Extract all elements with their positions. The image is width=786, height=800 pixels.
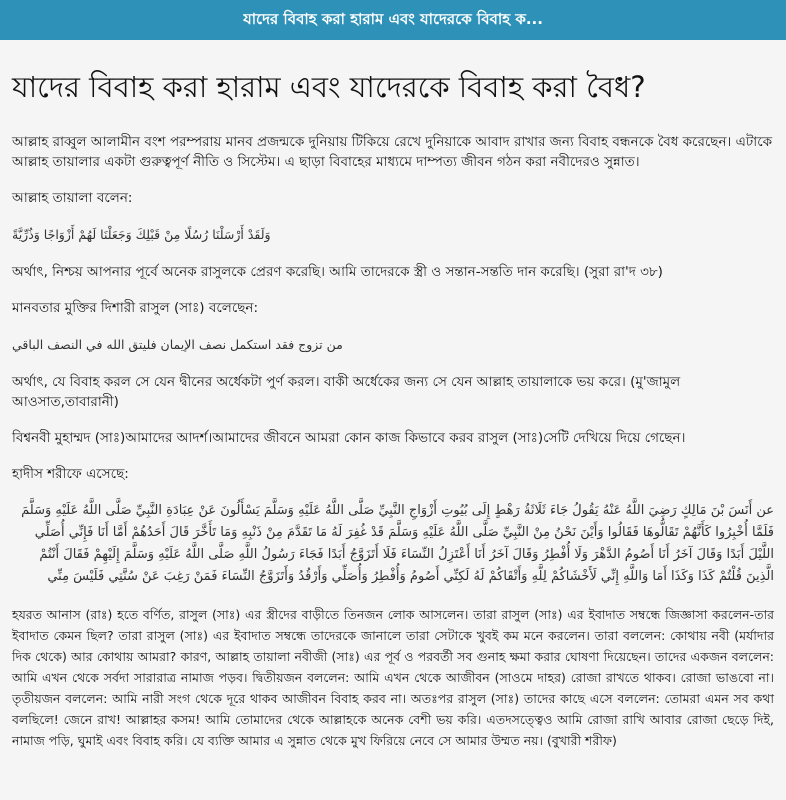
intro-paragraph: আল্লাহ রাব্বুল আলামীন বংশ পরম্পরায় মানব প্রজন্মকে দুনিয়ায় টিকিয়ে রেখে দুনিয়াকে আবাদ রাখার জন্য বিবাহ বন্ধনকে বৈধ করেছেন। এটাকে আল্লাহ তায়ালার একটা গুরুত্বপূর্ণ নীতি ও সিস্টেম। এ ছাড়া বিবাহের মাধ্যমে দাম্পত্য জীবন গঠন করা নবীদেরও সুন্নাত। — [12, 134, 773, 170]
quran-translation: অর্থাৎ, নিশ্চয় আপনার পূর্বে অনেক রাসুলকে প্রেরণ করেছি। আমি তাদেরকে স্ত্রী ও সন্তান-সন্ততি দান করেছি। (সুরা রা'দ ৩৮) — [12, 264, 663, 280]
page-title: যাদের বিবাহ করা হারাম এবং যাদেরকে বিবাহ করা বৈধ? — [12, 70, 646, 104]
role-model-paragraph: বিশ্বনবী মুহাম্মদ (সাঃ)আমাদের আদর্শ।আমাদের জীবনে আমরা কোন কাজ কিভাবে করব রাসুল (সাঃ)সেটি দেখিয়ে দিয়ে গেছেন। — [12, 430, 686, 446]
hadith2-arabic: عن أَنَسَ بْنَ مَالِكٍ رَضِيَ اللَّهُ عَنْهُ يَقُولُ جَاءَ ثَلَاثَةُ رَهْطٍ إِلَى بُيُوتِ أَزْوَاجِ النَّبِيِّ صَلَّى اللَّهُ عَلَيْهِ وَسَلَّمَ يَسْأَلُونَ عَنْ عِبَادَةِ النَّبِيِّ صَلَّى اللَّهُ عَلَيْهِ وَسَلَّمَ فَلَمَّا أُخْبِرُوا كَأَنَّهُمْ تَقَالُّوهَا فَقَالُوا وَأَيْنَ نَحْنُ مِنْ النَّبِيِّ صَلَّى اللَّهُ عَلَيْهِ وَسَلَّمَ قَدْ غُفِرَ لَهُ مَا تَقَدَّمَ مِنْ ذَنْبِهِ وَمَا تَأَخَّرَ قَالَ أَحَدُهُمْ أَمَّا أَنَا فَإِنِّي أُصَلِّي اللَّيْلَ أَبَدًا وَقَالَ آخَرُ أَنَا أَصُومُ الدَّهْرَ وَلَا أُفْطِرُ وَقَالَ آخَرُ أَنَا أَعْتَزِلُ النِّسَاءَ فَلَا أَتَزَوَّجُ أَبَدًا فَجَاءَ رَسُولُ اللَّهِ صَلَّى اللَّهُ عَلَيْهِ وَسَلَّمَ إِلَيْهِمْ فَقَالَ أَنْتُمْ الَّذِينَ قُلْتُمْ كَذَا وَكَذَا أَمَا وَاللَّهِ إِنِّي لَأَخْشَاكُمْ لِلَّهِ وَأَتْقَاكُمْ لَهُ لَكِنِّي أَصُومُ وَأُفْطِرُ وَأُصَلِّي وَأَرْقُدُ وَأَتَزَوَّجُ النِّسَاءَ فَمَنْ رَغِبَ عَنْ سُنَّتِي فَلَيْسَ مِنِّي — [21, 503, 774, 584]
allah-says-label: আল্লাহ তায়ালা বলেন: — [12, 190, 133, 206]
article-content — [0, 40, 786, 800]
hadith1-arabic: من تزوج فقد استكمل نصف الإيمان فليتق الله في النصف الباقي — [12, 337, 343, 352]
hadith2-translation: হযরত আনাস (রাঃ) হতে বর্ণিত, রাসুল (সাঃ) এর স্ত্রীদের বাড়ীতে তিনজন লোক আসলেন। তারা রাসুল (সাঃ) এর ইবাদাত সম্বন্ধে জিজ্ঞাসা করলেন-তার ইবাদাত কেমন ছিল? তারা রাসুল (সাঃ) এর ইবাদাত সম্বন্ধে তাদেরকে জানালে তারা সেটাকে খুবই কম মনে করলেন। তারা বললেন: কোথায় নবী (মর্যাদার দিক থেকে) আর কোথায় আমরা? কারণ, আল্লাহ তায়ালা নবীজী (সাঃ) এর পূর্ব ও পরবর্তী সব গুনাহ ক্ষমা করার ঘোষণা দিয়েছেন। তাদের একজন বললেন: আমি এখন থেকে সর্বদা সারারাত্র নামাজ পড়ব। দ্বিতীয়জন বললেন: আমি এখন থেকে আজীবন (সাওমে দাহর) রোজা রাখতে থাকব। রোজা ভাঙবো না। তৃতীয়জন বললেন: আমি নারী সংগ থেকে দূরে থাকব আজীবন বিবাহ করব না। অতঃপর রাসুল (সাঃ) তাদের কাছে এসে বললেন: তোমরা এমন সব কথা বলছিলে! জেনে রাখ! আল্লাহর কসম! আমি তোমাদের থেকে আল্লাহকে অনেক বেশী ভয় করি। এতদসত্ত্বেও আমি রোজা রাখি আবার রোজা ছেড়ে দিই, নামাজ পড়ি, ঘুমাই এবং বিবাহ করি। যে ব্যক্তি আমার এ সুন্নাত থেকে মুখ ফিরিয়ে নেবে সে আমার উম্মত নয়। (বুখারী শরীফ) — [12, 607, 774, 748]
top-bar — [0, 0, 786, 40]
hadith-sharif-label: হাদীস শরীফে এসেছে: — [12, 466, 129, 482]
quran-verse-arabic: وَلَقَدْ أَرْسَلْنَا رُسُلًا مِنْ قَبْلِكَ وَجَعَلْنَا لَهُمْ أَزْوَاجًا وَذُرِّيَّةً — [12, 227, 271, 242]
top-bar-title: যাদের বিবাহ করা হারাম এবং যাদেরকে বিবাহ ক... — [243, 9, 543, 28]
hadith1-translation: অর্থাৎ, যে বিবাহ করল সে যেন দ্বীনের অর্ধেকটা পুর্ণ করল। বাকী অর্ধেকের জন্য সে যেন আল্লাহ তায়ালাকে ভয় করে। (মু'জামুল আওসাত,তাবারানী) — [12, 374, 681, 410]
prophet-says-label: মানবতার মুক্তির দিশারী রাসুল (সাঃ) বলেছেন: — [12, 300, 259, 316]
